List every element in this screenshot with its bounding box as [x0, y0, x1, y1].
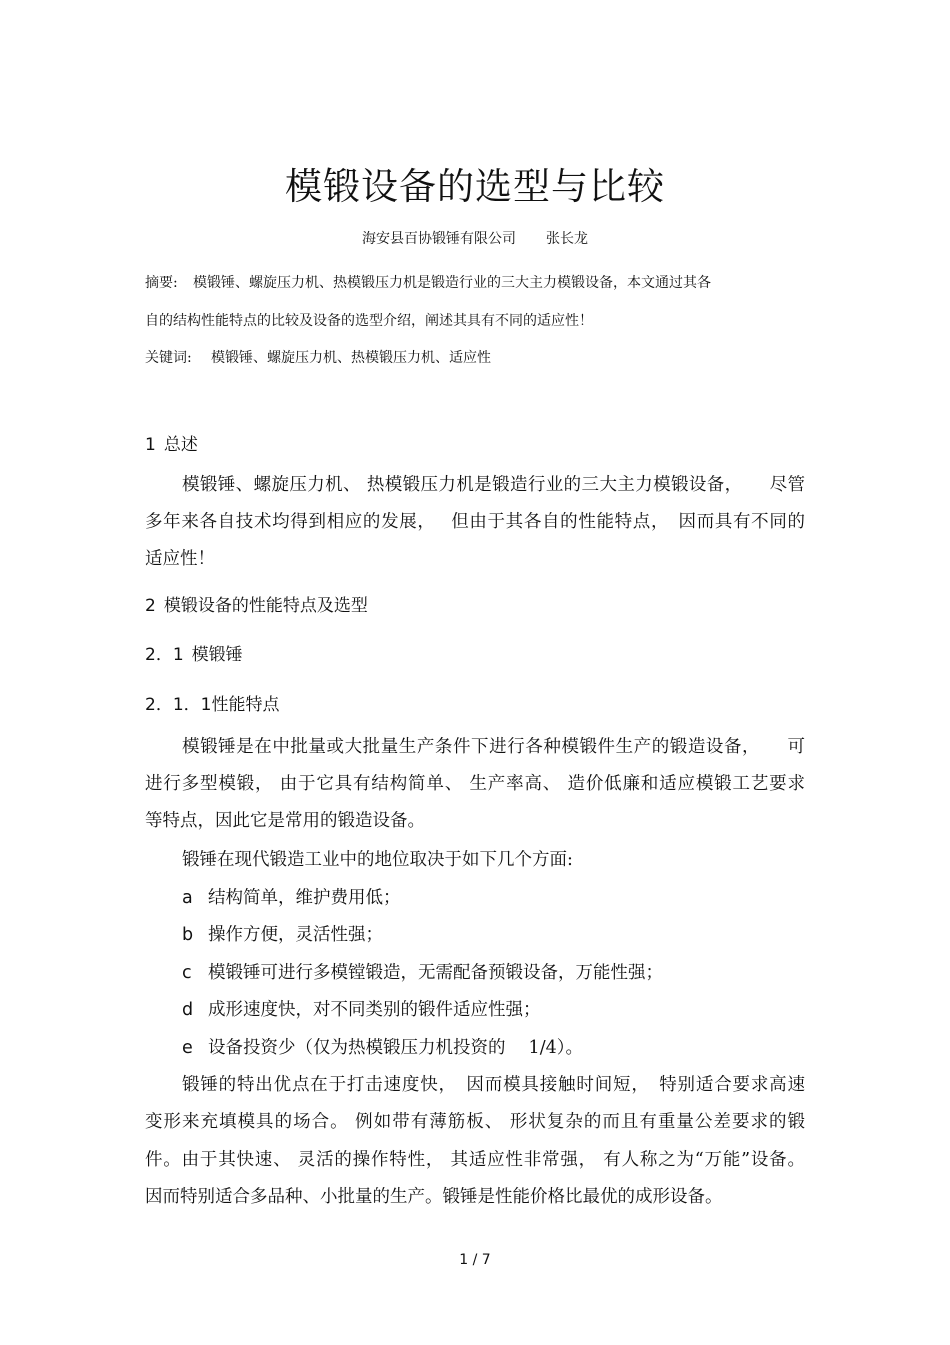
paragraph-line: 锻锤在现代锻造工业中的地位取决于如下几个方面:: [182, 850, 573, 870]
author-company: 海安县百协锻锤有限公司: [362, 231, 516, 247]
section-1-title: 总述: [163, 435, 198, 455]
list-item: [182, 996, 541, 1021]
document-title: 模锻设备的选型与比较: [285, 165, 665, 208]
page-number: 1 / 7: [459, 1252, 491, 1268]
abstract-text-1: 模锻锤、螺旋压力机、热模锻压力机是锻造行业的三大主力模锻设备，本文通过其各: [193, 275, 711, 291]
list-item-text: 操作方便，灵活性强；: [208, 925, 383, 945]
section-1-heading: [145, 430, 198, 455]
author-line: [0, 228, 950, 248]
list-item-text: 设备投资少（仅为热模锻压力机投资的 1/4）。: [208, 1038, 583, 1058]
paragraph-line: 多年来各自技术均得到相应的发展， 但由于其各自的性能特点， 因而具有不同的: [145, 512, 805, 532]
subsection-2-1-number: 2．1: [145, 645, 184, 665]
paragraph-line: 模锻锤是在中批量或大批量生产条件下进行各种模锻件生产的锻造设备， 可: [182, 737, 805, 757]
list-item-letter: b: [182, 925, 194, 945]
keywords-line: [145, 347, 491, 367]
paragraph-line: 适应性！: [145, 549, 215, 569]
list-item-text: 模锻锤可进行多模镗锻造，无需配备预锻设备，万能性强；: [208, 963, 663, 983]
list-item-letter: a: [182, 888, 193, 908]
subsection-2-1-1-number: 2．1．1: [145, 695, 212, 715]
abstract-line-1: [145, 272, 711, 292]
subsection-2-1-heading: [145, 640, 243, 665]
list-item-letter: c: [182, 963, 192, 983]
list-item-letter: d: [182, 1000, 194, 1020]
paragraph-line: 等特点，因此它是常用的锻造设备。: [145, 811, 425, 831]
list-item-text: 结构简单，维护费用低；: [208, 888, 401, 908]
abstract-line-2: 自的结构性能特点的比较及设备的选型介绍，阐述其具有不同的适应性！: [145, 313, 593, 329]
subsection-2-1-title: 模锻锤: [191, 645, 243, 665]
paragraph-line: 件。由于其快速、 灵活的操作特性， 其适应性非常强， 有人称之为“万能”设备。: [145, 1150, 805, 1170]
section-2-title: 模锻设备的性能特点及选型: [163, 596, 368, 616]
list-item: [182, 959, 663, 984]
list-item: [182, 921, 383, 946]
paragraph-line: 因而特别适合多品种、小批量的生产。锻锤是性能价格比最优的成形设备。: [145, 1187, 723, 1207]
section-2-heading: [145, 591, 368, 616]
subsection-2-1-1-title: 性能特点: [211, 695, 280, 715]
section-1-number: 1: [145, 435, 156, 455]
paragraph-line: 锻锤的特出优点在于打击速度快， 因而模具接触时间短， 特别适合要求高速: [182, 1075, 805, 1095]
paragraph-line: 变形来充填模具的场合。 例如带有薄筋板、 形状复杂的而且有重量公差要求的锻: [145, 1112, 805, 1132]
keywords-text: 模锻锤、螺旋压力机、热模锻压力机、适应性: [211, 350, 491, 366]
list-item-text: 成形速度快，对不同类别的锻件适应性强；: [208, 1000, 541, 1020]
list-item-letter: e: [182, 1038, 193, 1058]
paragraph-line: 模锻锤、螺旋压力机、 热模锻压力机是锻造行业的三大主力模锻设备， 尽管: [182, 475, 805, 495]
author-name: 张长龙: [546, 231, 588, 247]
section-2-number: 2: [145, 596, 156, 616]
abstract-label: 摘要:: [145, 275, 178, 291]
list-item: [182, 1034, 583, 1059]
paragraph-line: 进行多型模锻， 由于它具有结构简单、 生产率高、 造价低廉和适应模锻工艺要求: [145, 774, 805, 794]
keywords-label: 关键词:: [145, 350, 192, 366]
list-item: [182, 884, 401, 909]
subsection-2-1-1-heading: [145, 690, 279, 715]
